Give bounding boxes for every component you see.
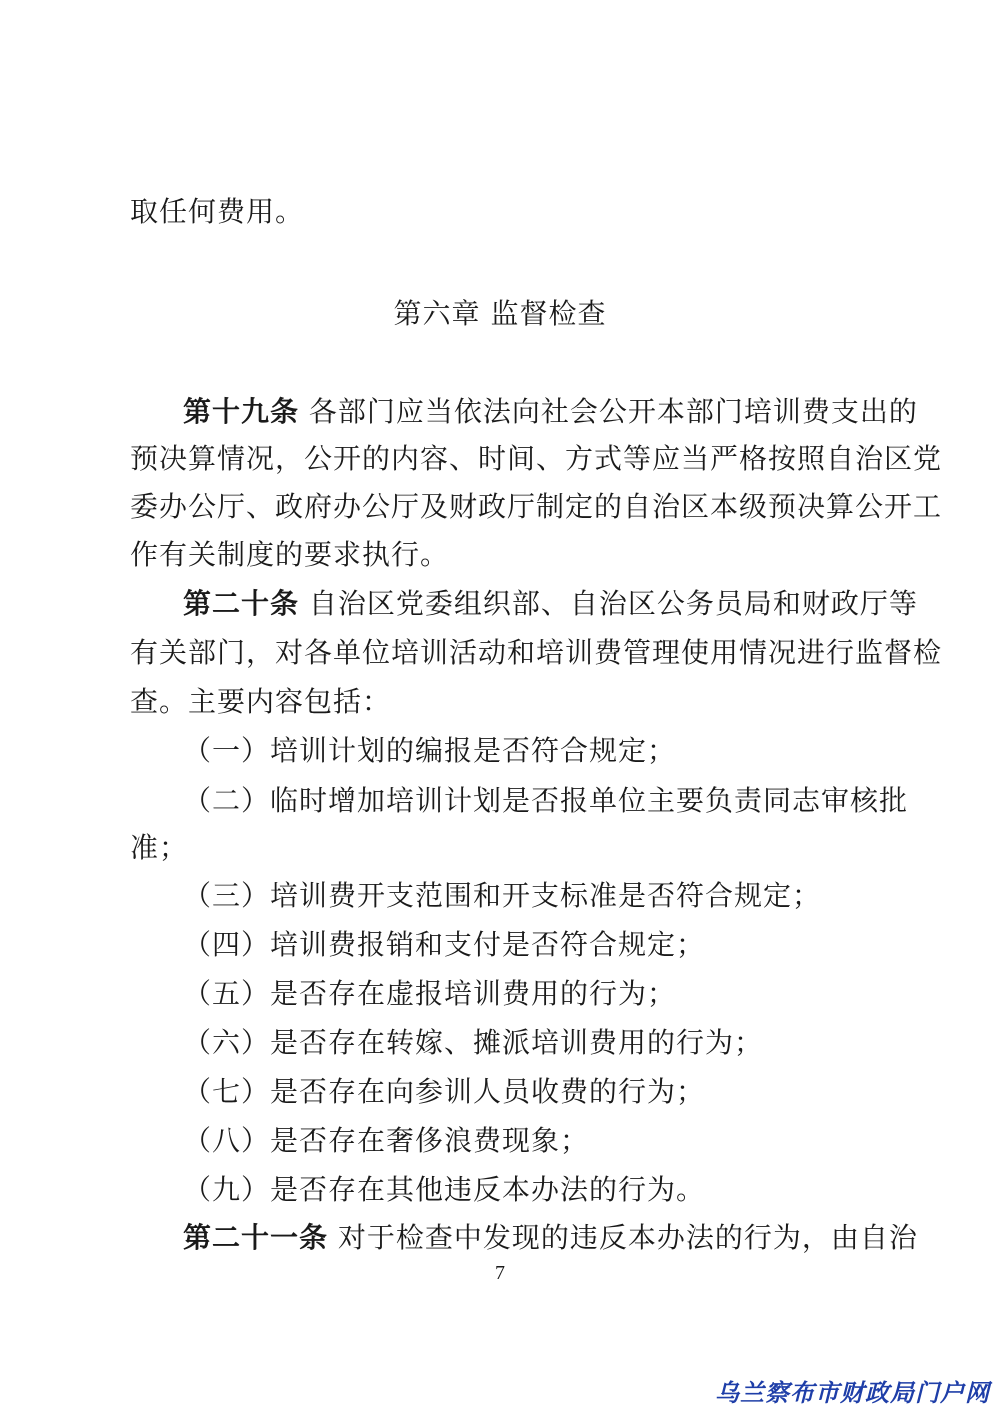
article-19-line-4: 作有关制度的要求执行。 bbox=[130, 538, 450, 571]
list-item-continuation: 准； bbox=[130, 831, 189, 864]
list-item: （六）是否存在转嫁、摊派培训费用的行为； bbox=[183, 1026, 764, 1059]
article-21-line-1 bbox=[183, 1219, 918, 1257]
article-20-line-2: 有关部门，对各单位培训活动和培训费管理使用情况进行监督检 bbox=[130, 636, 943, 669]
list-item: （八）是否存在奢侈浪费现象； bbox=[183, 1124, 590, 1157]
article-19-text: 各部门应当依法向社会公开本部门培训费支出的 bbox=[299, 395, 918, 428]
site-watermark: 乌兰察布市财政局门户网 bbox=[715, 1379, 990, 1407]
article-20-label: 第二十条 bbox=[183, 587, 300, 620]
list-item: （五）是否存在虚报培训费用的行为； bbox=[183, 977, 677, 1010]
article-19-line-1 bbox=[183, 393, 918, 431]
list-item: （四）培训费报销和支付是否符合规定； bbox=[183, 928, 706, 961]
article-19-line-2: 预决算情况，公开的内容、时间、方式等应当严格按照自治区党 bbox=[130, 442, 943, 475]
list-item: （七）是否存在向参训人员收费的行为； bbox=[183, 1075, 706, 1108]
list-item: （一）培训计划的编报是否符合规定； bbox=[183, 734, 677, 767]
chapter-title: 第六章 监督检查 bbox=[393, 297, 607, 330]
article-20-line-1 bbox=[183, 585, 918, 623]
list-item: （九）是否存在其他违反本办法的行为。 bbox=[183, 1173, 706, 1206]
article-21-text: 对于检查中发现的违反本办法的行为，由自治 bbox=[328, 1221, 918, 1254]
page-number: 7 bbox=[495, 1262, 505, 1284]
article-20-line-3: 查。主要内容包括： bbox=[130, 685, 392, 718]
continuation-line: 取任何费用。 bbox=[130, 195, 305, 228]
list-item: （二）临时增加培训计划是否报单位主要负责同志审核批 bbox=[183, 784, 909, 817]
list-item: （三）培训费开支范围和开支标准是否符合规定； bbox=[183, 879, 822, 912]
article-19-line-3: 委办公厅、政府办公厅及财政厅制定的自治区本级预决算公开工 bbox=[130, 490, 943, 523]
article-20-text: 自治区党委组织部、自治区公务员局和财政厅等 bbox=[299, 587, 918, 620]
article-21-label: 第二十一条 bbox=[183, 1221, 329, 1254]
article-19-label: 第十九条 bbox=[183, 395, 300, 428]
